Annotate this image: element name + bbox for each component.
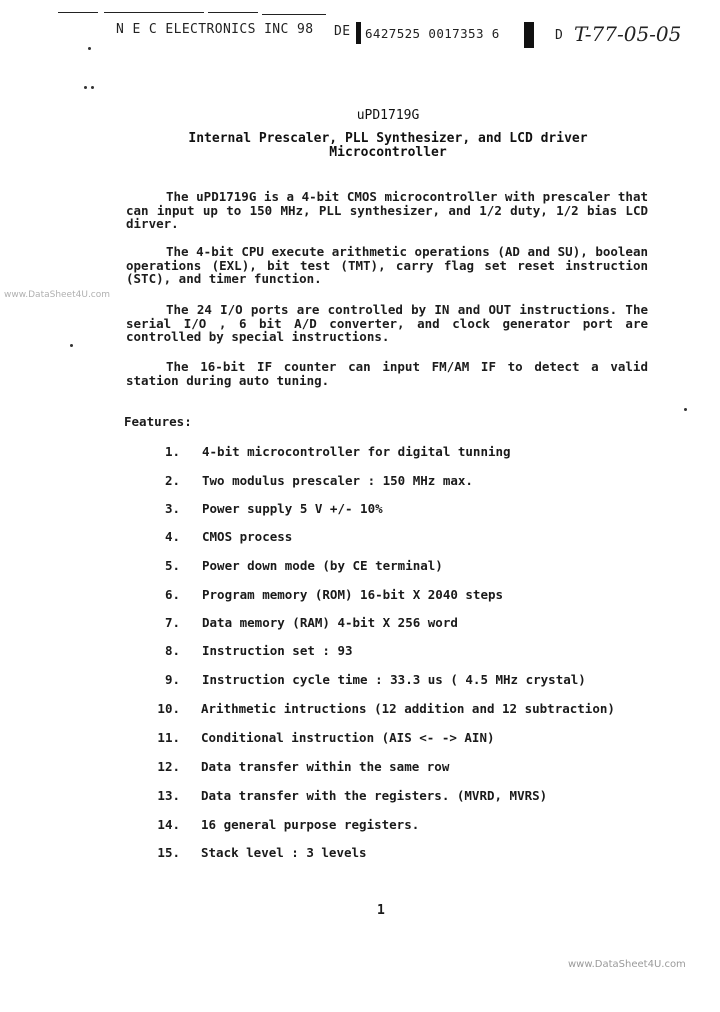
paragraph-2: The 4-bit CPU execute arithmetic operations (AD and SU), boolean operations (EXL), bit test (TMT), carry flag set reset instruction (STC), and timer function.: [126, 244, 648, 286]
paragraph-3: The 24 I/O ports are controlled by IN and OUT instructions. The serial I/O , 6 bit A/D converter, and clock generator port are controlled by special instructions.: [126, 302, 648, 344]
margin-dot: [70, 344, 73, 347]
list-item-number: 4.: [164, 529, 180, 544]
features-heading: Features:: [124, 414, 192, 429]
list-item-text: CMOS process: [202, 529, 293, 544]
list-item-number: 3.: [164, 501, 180, 516]
part-number: uPD1719G: [356, 108, 420, 123]
list-item-number: 5.: [164, 558, 180, 573]
paragraph-1: The uPD1719G is a 4-bit CMOS microcontroller with prescaler that can input up to 150 MHz, PLL synthesizer, and 1/2 duty, 1/2 bias LCD dirver.: [126, 189, 648, 231]
list-item-text: Power down mode (by CE terminal): [202, 558, 443, 573]
list-item-text: 16 general purpose registers.: [201, 817, 420, 832]
margin-dot: [84, 86, 87, 89]
margin-dot: [91, 86, 94, 89]
list-item-text: Program memory (ROM) 16-bit X 2040 steps: [202, 587, 504, 602]
header-codes: 6427525 0017353 6: [365, 26, 500, 41]
list-item-number: 8.: [164, 643, 180, 658]
list-item-text: 4-bit microcontroller for digital tunning: [202, 444, 511, 459]
header-d: D: [555, 28, 564, 43]
paragraph-4: The 16-bit IF counter can input FM/AM IF to detect a valid station during auto tuning.: [126, 359, 648, 388]
list-item-number: 9.: [164, 672, 180, 687]
watermark-bottom: www.DataSheet4U.com: [568, 959, 686, 970]
list-item-text: Instruction cycle time : 33.3 us ( 4.5 MHz crystal): [202, 672, 586, 687]
header-rule-1: [58, 12, 98, 13]
list-item-number: 10.: [157, 701, 180, 716]
list-item-number: 15.: [157, 845, 180, 860]
header-rule-4: [262, 14, 326, 15]
list-item-number: 12.: [157, 759, 180, 774]
header-rule-3: [208, 12, 258, 13]
header-handwritten-code: T-77-05-05: [574, 22, 682, 46]
list-item-number: 13.: [157, 788, 180, 803]
list-item-number: 2.: [164, 473, 180, 488]
list-item-text: Two modulus prescaler : 150 MHz max.: [202, 473, 473, 488]
margin-dot: [88, 47, 91, 50]
page-number: 1: [377, 903, 385, 918]
list-item-number: 6.: [164, 587, 180, 602]
header-black-bar-1: [356, 22, 361, 44]
list-item-number: 11.: [157, 730, 180, 745]
list-item-text: Arithmetic intructions (12 addition and 12 subtraction): [201, 701, 615, 716]
list-item-number: 14.: [157, 817, 180, 832]
list-item-text: Data memory (RAM) 4-bit X 256 word: [202, 615, 458, 630]
list-item-text: Data transfer with the registers. (MVRD, MVRS): [201, 788, 548, 803]
title-line-1: Internal Prescaler, PLL Synthesizer, and LCD driver: [188, 131, 588, 146]
header-rule-2: [104, 12, 204, 13]
list-item-text: Conditional instruction (AIS <- -> AIN): [201, 730, 495, 745]
list-item-text: Data transfer within the same row: [201, 759, 450, 774]
header-black-bar-2: [524, 22, 534, 48]
title-line-2: Microcontroller: [329, 145, 447, 160]
watermark-left: www.DataSheet4U.com: [4, 290, 111, 300]
list-item-number: 7.: [164, 615, 180, 630]
list-item-text: Power supply 5 V +/- 10%: [202, 501, 383, 516]
list-item-text: Stack level : 3 levels: [201, 845, 367, 860]
list-item-text: Instruction set : 93: [202, 643, 353, 658]
list-item-number: 1.: [164, 444, 180, 459]
header-company-line: N E C ELECTRONICS INC 98: [116, 22, 314, 37]
header-de: DE: [334, 24, 351, 39]
margin-dot: [684, 408, 687, 411]
